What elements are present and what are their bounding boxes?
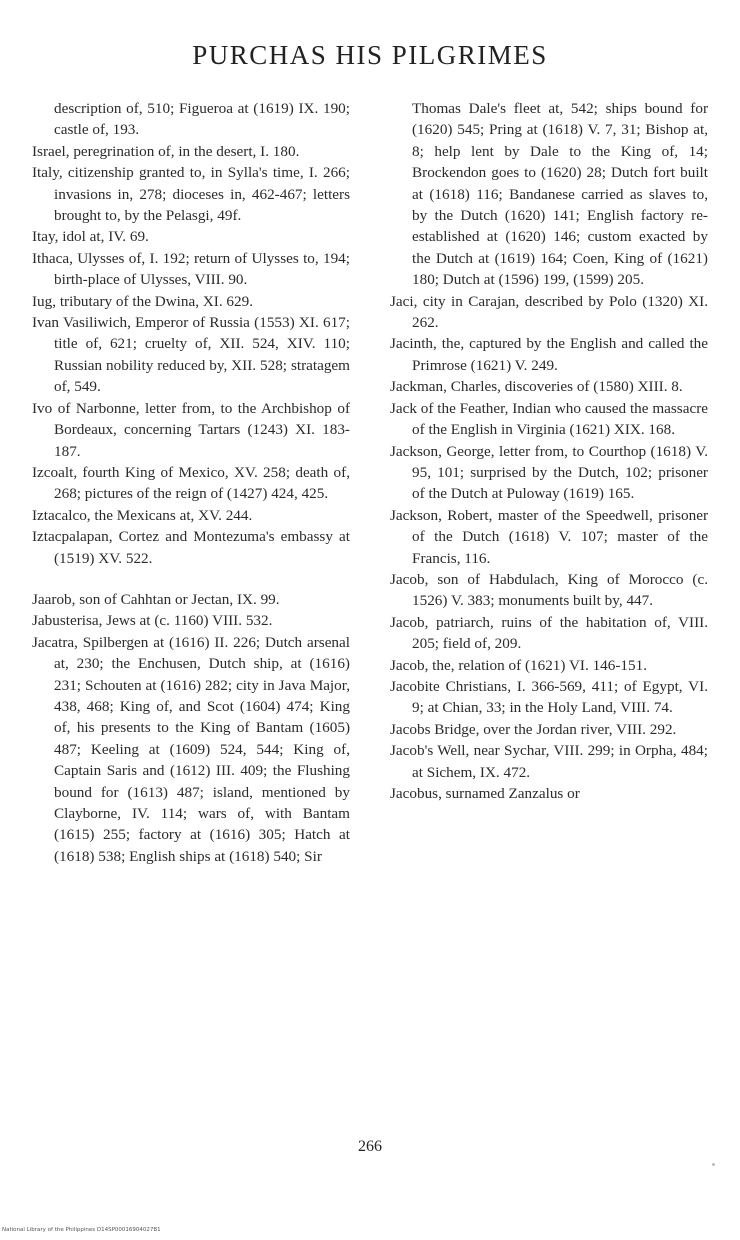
index-entry: Ithaca, Ulysses of, I. 192; return of Ulysses to, 194; birth-place of Ulysses, VIII. 90. <box>32 249 350 289</box>
index-entry: Jackson, George, letter from, to Courthop (1618) V. 95, 101; surprised by the Dutch, 102; prisoner of the Dutch at Puloway (1619) 165. <box>390 442 708 503</box>
index-entry: Ivan Vasiliwich, Emperor of Russia (1553) XI. 617; title of, 621; cruelty of, XII. 524, XIV. 110; Russian nobility reduced by, XII. 528; stratagem of, 549. <box>32 314 350 396</box>
index-entry: Jacatra, Spilbergen at (1616) II. 226; Dutch arsenal at, 230; the Enchusen, Dutch ship, at (1616) 231; Schouten at (1616) 282; city in Java Major, 438, 468; King of, and Scot (1604) 474; King of, his presents to the King of Bantam (1605) 487; Keeling at (1609) 524, 544; King of, Captain Saris and (1612) III. 409; the Flushing bound for (1613) 487; island, mentioned by Clayborne, IV. 114; wars of, with Bantam (1615) 255; factory at (1616) 305; Hatch at (1618) 538; English ships at (1618) 540; Sir <box>32 633 350 865</box>
index-entry: Thomas Dale's fleet at, 542; ships bound for (1620) 545; Pring at (1618) V. 7, 31; Bishop at, 8; help lent by Dale to the King of, 14; Brockendon goes to (1620) 28; Dutch fort built at (1618) 116; Bandanese carried as slaves to, by the Dutch (1620) 141; English factory re-established at (1620) 146; custom exacted by the Dutch at (1619) 164; Coen, King of (1621) 180; Dutch at (1596) 199, (1599) 205. <box>412 100 708 289</box>
index-entry: Jackson, Robert, master of the Speedwell, prisoner of the Dutch (1618) V. 107; master of the Francis, 116. <box>390 506 708 567</box>
index-entry: Jacob, son of Habdulach, King of Morocco (c. 1526) V. 383; monuments built by, 447. <box>390 570 708 610</box>
page-title: PURCHAS HIS PILGRIMES <box>192 40 548 70</box>
right-column <box>390 98 708 804</box>
index-entry: Itay, idol at, IV. 69. <box>32 228 149 246</box>
index-entry: Iug, tributary of the Dwina, XI. 629. <box>32 292 254 310</box>
index-entry: Jacobite Christians, I. 366-569, 411; of Egypt, VI. 9; at Chian, 33; in the Holy Land, VIII. 74. <box>390 677 708 717</box>
left-column <box>32 98 350 867</box>
index-entry: Jacob, the, relation of (1621) VI. 146-151. <box>390 656 648 674</box>
index-entry: Ivo of Narbonne, letter from, to the Archbishop of Bordeaux, concerning Tartars (1243) XI. 183-187. <box>32 399 350 460</box>
index-entry: Iztacalco, the Mexicans at, XV. 244. <box>32 506 253 524</box>
speck-mark <box>712 1163 715 1166</box>
index-entry: Jackman, Charles, discoveries of (1580) XIII. 8. <box>390 378 683 396</box>
index-entry: Italy, citizenship granted to, in Sylla's time, I. 266; invasions in, 278; dioceses in, 462-467; letters brought to, by the Pelasgi, 49f. <box>32 164 350 225</box>
index-entry: Jacobs Bridge, over the Jordan river, VIII. 292. <box>390 720 677 738</box>
page-number: 266 <box>358 1138 382 1155</box>
index-entry: Jaarob, son of Cahhtan or Jectan, IX. 99. <box>32 590 280 608</box>
index-entry: Jacob's Well, near Sychar, VIII. 299; in Orpha, 484; at Sichem, IX. 472. <box>390 742 708 781</box>
index-entry: Israel, peregrination of, in the desert, I. 180. <box>32 142 300 160</box>
index-entry: Jacob, patriarch, ruins of the habitation of, VIII. 205; field of, 209. <box>390 613 708 653</box>
index-entry: Iztacpalapan, Cortez and Montezuma's embassy at (1519) XV. 522. <box>32 528 350 567</box>
index-entry: Jacinth, the, captured by the English and called the Primrose (1621) V. 249. <box>390 335 708 374</box>
index-entry: Jaci, city in Carajan, described by Polo (1320) XI. 262. <box>390 292 708 332</box>
index-entry: description of, 510; Figueroa at (1619) IX. 190; castle of, 193. <box>54 100 350 139</box>
index-entry: Jabusterisa, Jews at (c. 1160) VIII. 532. <box>32 612 273 630</box>
index-entry: Jack of the Feather, Indian who caused the massacre of the English in Virginia (1621) XIX. 168. <box>390 399 708 439</box>
index-entry: Jacobus, surnamed Zanzalus or <box>390 785 580 802</box>
index-entry: Izcoalt, fourth King of Mexico, XV. 258; death of, 268; pictures of the reign of (1427) 424, 425. <box>32 463 350 503</box>
library-footer: National Library of the Philippines D14SP00016904027B1 <box>2 1227 161 1233</box>
